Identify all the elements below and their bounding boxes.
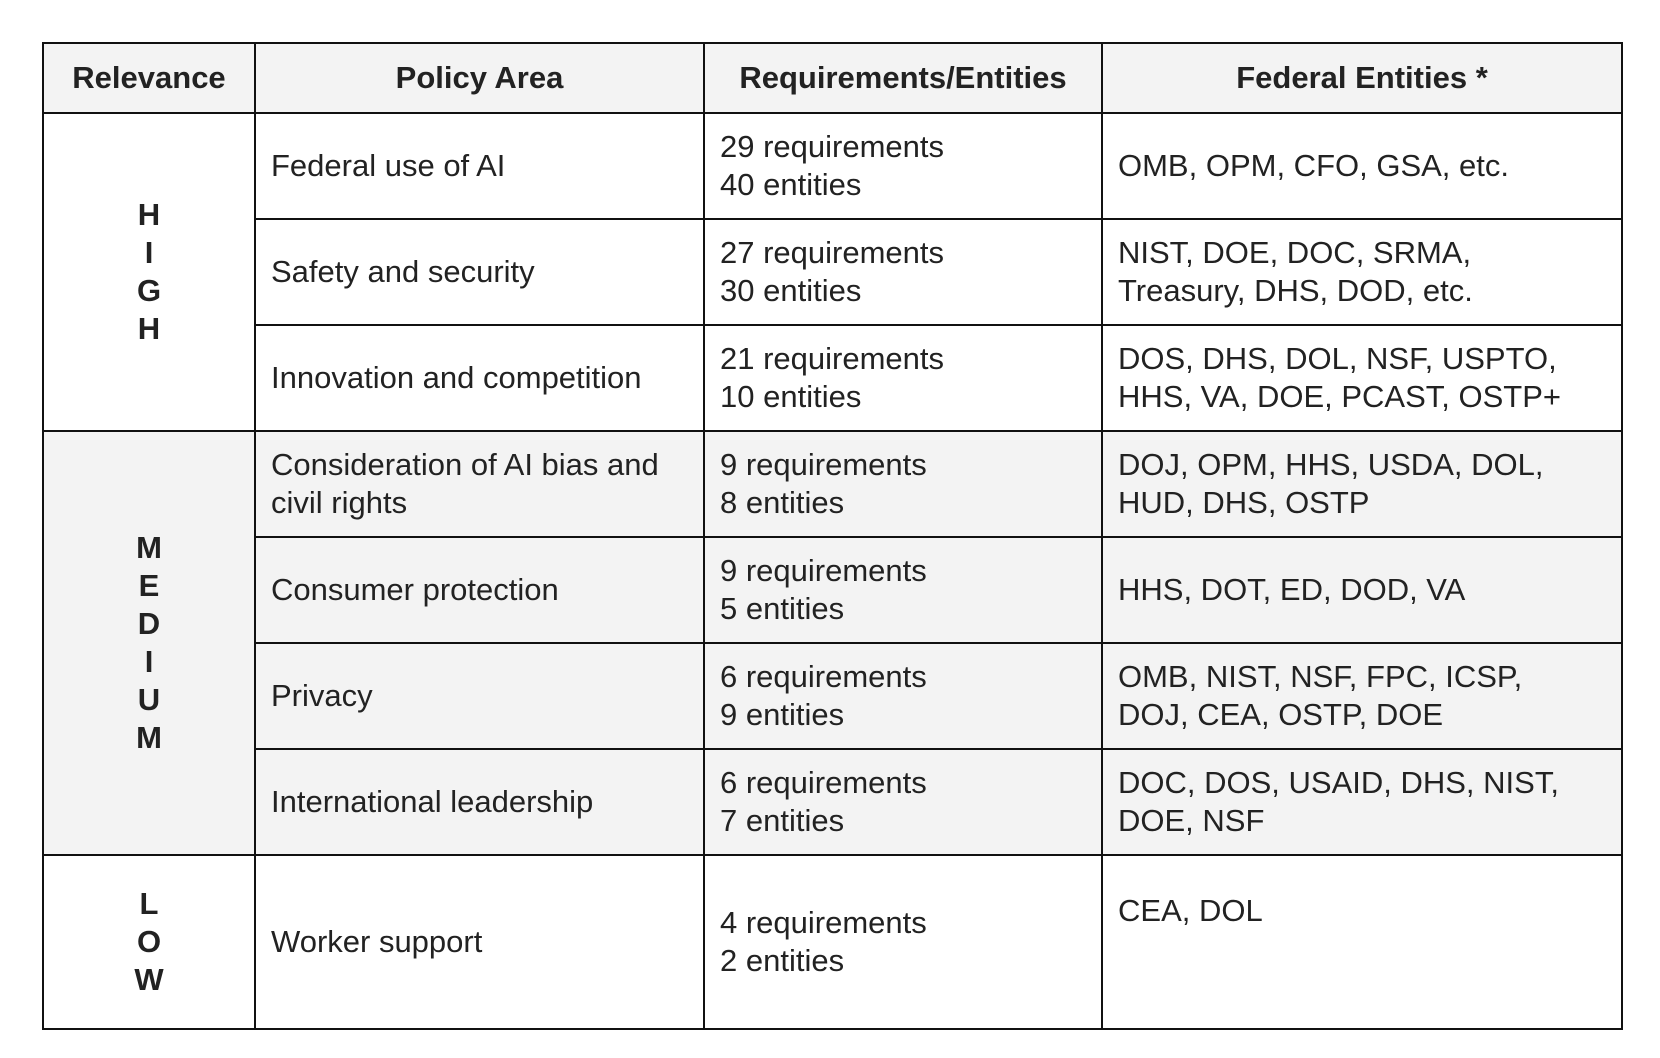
policy-table (42, 42, 1623, 1030)
policy-area-cell (255, 219, 704, 325)
header-policy-area: Policy Area (255, 43, 704, 113)
header-row (43, 43, 1622, 113)
entities-count: 40 entities (720, 167, 862, 202)
federal-entities-cell (1102, 537, 1622, 643)
federal-entities-text: CEA, DOL (1118, 893, 1263, 928)
requirements-count: 9 requirements (720, 553, 927, 588)
requirements-cell (704, 431, 1102, 537)
requirements-cell (704, 643, 1102, 749)
policy-area-cell (255, 113, 704, 219)
table-row (43, 855, 1622, 1029)
entities-count: 7 entities (720, 803, 845, 838)
federal-entities-cell (1102, 855, 1622, 1029)
requirements-count: 6 requirements (720, 659, 927, 694)
federal-entities-text: DOS, DHS, DOL, NSF, USPTO, (1118, 341, 1557, 376)
policy-area-cell (255, 431, 704, 537)
table-row (43, 537, 1622, 643)
policy-text: Safety and security (271, 254, 535, 289)
federal-entities-text: DOJ, OPM, HHS, USDA, DOL, (1118, 447, 1544, 482)
requirements-count: 9 requirements (720, 447, 927, 482)
policy-area-cell (255, 855, 704, 1029)
relevance-letter: M (136, 530, 162, 565)
entities-count: 2 entities (720, 943, 845, 978)
requirements-cell (704, 537, 1102, 643)
policy-area-cell (255, 643, 704, 749)
table-row (43, 113, 1622, 219)
requirements-count: 4 requirements (720, 905, 927, 940)
federal-entities-cell (1102, 431, 1622, 537)
relevance-letter: E (138, 568, 160, 603)
header-requirements-entities: Requirements/Entities (704, 43, 1102, 113)
entities-count: 5 entities (720, 591, 845, 626)
federal-entities-text: OMB, OPM, CFO, GSA, etc. (1118, 148, 1509, 183)
requirements-cell (704, 325, 1102, 431)
requirements-cell (704, 749, 1102, 855)
relevance-medium (43, 431, 255, 855)
federal-entities-text: OMB, NIST, NSF, FPC, ICSP, (1118, 659, 1523, 694)
requirements-cell (704, 113, 1102, 219)
federal-entities-text: DOC, DOS, USAID, DHS, NIST, (1118, 765, 1559, 800)
table-row (43, 431, 1622, 537)
federal-entities-text: Treasury, DHS, DOD, etc. (1118, 273, 1473, 308)
table-row (43, 219, 1622, 325)
federal-entities-text: NIST, DOE, DOC, SRMA, (1118, 235, 1472, 270)
table-row (43, 325, 1622, 431)
relevance-letter: M (136, 720, 162, 755)
policy-text: Consideration of AI bias and (271, 447, 659, 482)
table-row (43, 643, 1622, 749)
relevance-letter: I (144, 644, 154, 679)
entities-count: 8 entities (720, 485, 845, 520)
federal-entities-text: HHS, VA, DOE, PCAST, OSTP+ (1118, 379, 1562, 414)
federal-entities-cell (1102, 643, 1622, 749)
policy-area-cell (255, 749, 704, 855)
policy-text: Consumer protection (271, 572, 559, 607)
federal-entities-text: HUD, DHS, OSTP (1118, 485, 1370, 520)
entities-count: 30 entities (720, 273, 862, 308)
requirements-count: 21 requirements (720, 341, 945, 376)
federal-entities-text: DOE, NSF (1118, 803, 1265, 838)
requirements-cell (704, 855, 1102, 1029)
relevance-letter: U (137, 682, 161, 717)
relevance-high (43, 113, 255, 431)
requirements-count: 6 requirements (720, 765, 927, 800)
relevance-letter: L (139, 886, 159, 921)
policy-text: Innovation and competition (271, 360, 642, 395)
table-row (43, 749, 1622, 855)
policy-text: Worker support (271, 924, 483, 959)
entities-count: 9 entities (720, 697, 845, 732)
relevance-letter: O (136, 924, 162, 959)
policy-text: International leadership (271, 784, 594, 819)
header-relevance: Relevance (43, 43, 255, 113)
requirements-count: 29 requirements (720, 129, 945, 164)
header-federal-entities: Federal Entities * (1102, 43, 1622, 113)
policy-text: civil rights (271, 485, 408, 520)
federal-entities-text: DOJ, CEA, OSTP, DOE (1118, 697, 1444, 732)
federal-entities-cell (1102, 325, 1622, 431)
relevance-letter: H (137, 311, 161, 346)
requirements-cell (704, 219, 1102, 325)
federal-entities-text: HHS, DOT, ED, DOD, VA (1118, 572, 1466, 607)
federal-entities-cell (1102, 749, 1622, 855)
policy-area-cell (255, 325, 704, 431)
policy-area-cell (255, 537, 704, 643)
relevance-letter: G (136, 273, 162, 308)
requirements-count: 27 requirements (720, 235, 945, 270)
federal-entities-cell (1102, 219, 1622, 325)
relevance-letter: D (137, 606, 161, 641)
federal-entities-cell (1102, 113, 1622, 219)
relevance-letter: H (137, 197, 161, 232)
policy-text: Privacy (271, 678, 373, 713)
relevance-letter: I (144, 235, 154, 270)
relevance-letter: W (134, 962, 164, 997)
relevance-low (43, 855, 255, 1029)
entities-count: 10 entities (720, 379, 862, 414)
policy-text: Federal use of AI (271, 148, 506, 183)
